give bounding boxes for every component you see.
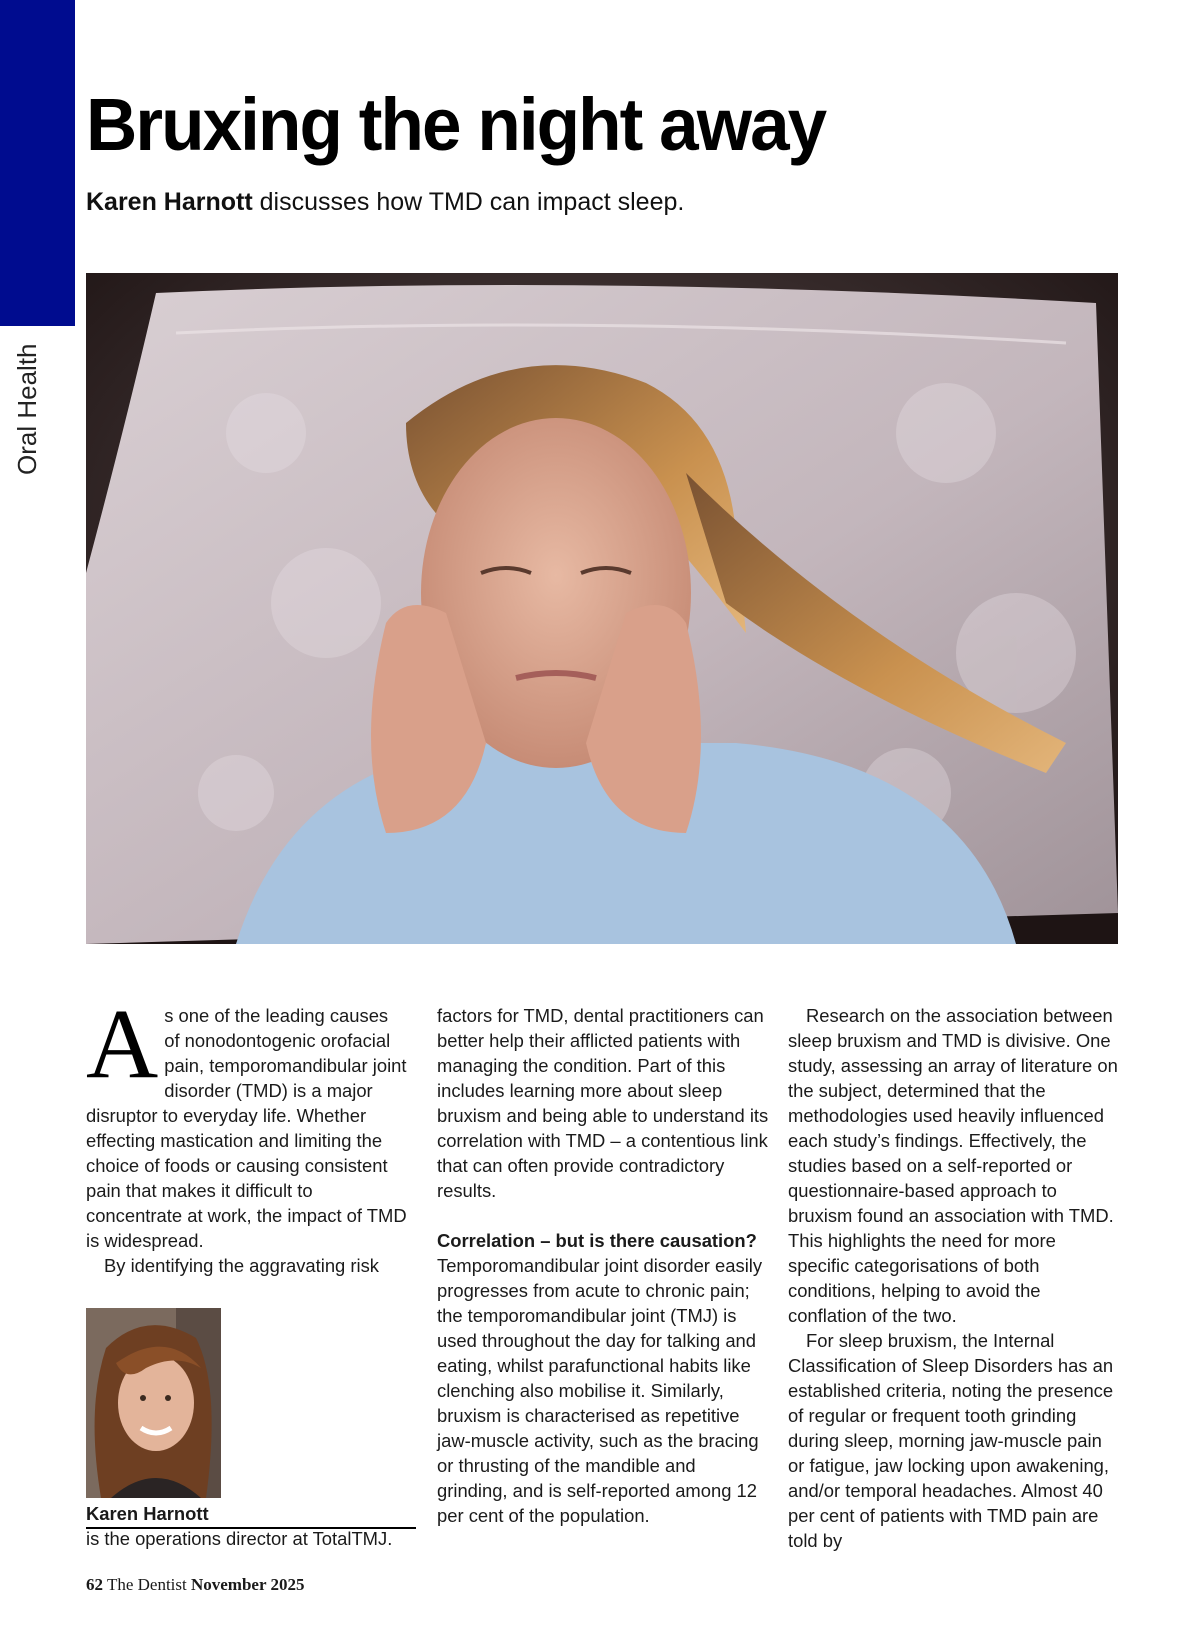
section-label-text: Oral Health <box>12 343 42 475</box>
page-footer <box>86 1575 304 1595</box>
article-paragraph: Temporomandibular joint disorder easily progresses from acute to chronic pain; the temporomandibular joint (TMJ) is used throughout the day for talking and eating, whilst parafunctional habits like clenching also mobilise it. Similarly, bruxism is characterised as repetitive jaw-muscle activity, such as the bracing or thrusting of the mandible and grinding, and is self-reported among 12 per cent of the population. <box>437 1255 763 1526</box>
author-name: Karen Harnott <box>86 1503 416 1529</box>
hero-image <box>86 273 1118 944</box>
article-paragraph: Research on the association between sleep bruxism and TMD is divisive. One study, assessing an array of literature on the subject, determined that the methodologies used heavily influenced each study’s findings. Effectively, the studies based on a self-reported or questionnaire-based approach to bruxism found an association with TMD. This highlights the need for more specific categorisations of both conditions, helping to avoid the conflation of the two. <box>788 1005 1118 1326</box>
article-paragraph <box>86 988 408 1253</box>
issue-date: November 2025 <box>190 1575 305 1594</box>
page-number: 62 <box>86 1575 103 1594</box>
standfirst <box>86 188 684 217</box>
article-paragraph: factors for TMD, dental practitioners can better help their afflicted patients with managing the condition. Part of this includes learning more about sleep bruxism and being able to understand its correlation with TMD – a contentious link that can often provide contradictory results. <box>437 1005 769 1201</box>
standfirst-author: Karen Harnott <box>86 188 253 216</box>
article-paragraph: By identifying the aggravating risk <box>104 1255 379 1276</box>
article-column-3 <box>788 1003 1118 1553</box>
drop-cap: A <box>86 988 159 1099</box>
article-title: Bruxing the night away <box>86 83 826 166</box>
article-column-1 <box>86 988 408 1278</box>
publication-name: The Dentist <box>103 1575 191 1594</box>
author-bio: is the operations director at TotalTMJ. <box>86 1528 393 1549</box>
article-paragraph: For sleep bruxism, the Internal Classification of Sleep Disorders has an established criteria, noting the presence of regular or frequent tooth grinding during sleep, morning jaw-muscle pain or fatigue, jaw locking upon awakening, and/or temporal headaches. Almost 40 per cent of patients with TMD pain are told by <box>788 1330 1114 1551</box>
hero-illustration <box>86 273 1118 944</box>
paragraph-text: s one of the leading causes of nonodontogenic orofacial pain, temporomandibular joint disorder (TMD) is a major disruptor to everyday life. Whether effecting mastication and limiting the choice of foods or causing consistent pain that makes it difficult to concentrate at work, the impact of TMD is widespread. <box>86 1005 407 1251</box>
author-photo <box>86 1308 221 1498</box>
article-column-2 <box>437 1003 769 1528</box>
author-portrait <box>86 1308 221 1498</box>
section-tab <box>0 0 75 326</box>
standfirst-text: discusses how TMD can impact sleep. <box>252 188 685 216</box>
article-subhead: Correlation – but is there causation? <box>437 1230 757 1251</box>
